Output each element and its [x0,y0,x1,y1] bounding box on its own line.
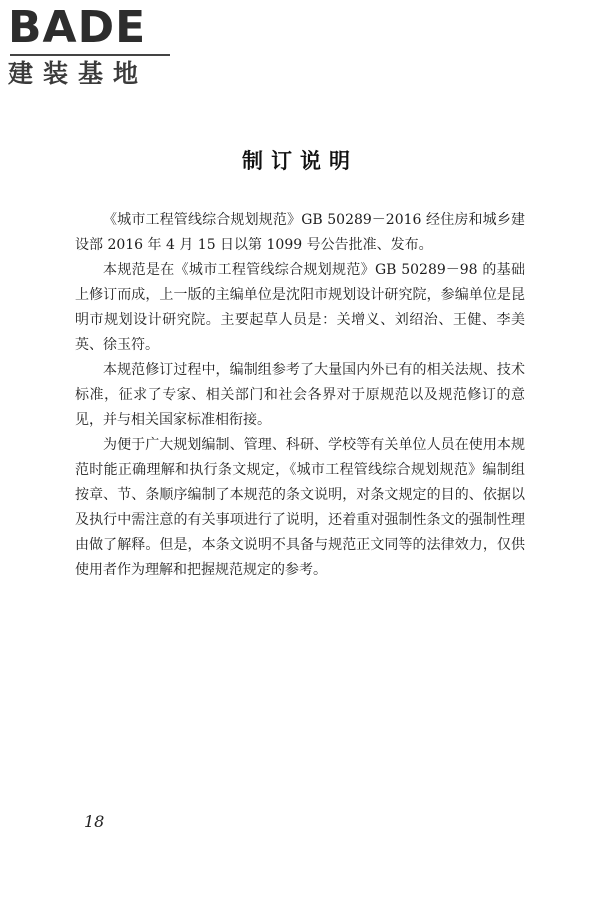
bade-logo [8,4,178,88]
logo-wordmark: BADE [8,2,147,53]
body-text [75,208,525,583]
paragraph-approval: 《城市工程管线综合规划规范》GB 50289－2016 经住房和城乡建设部 2016 年 4 月 15 日以第 1099 号公告批准、发布。 [75,212,525,253]
page-number: 18 [84,812,105,831]
paragraph-explanation-purpose: 为便于广大规划编制、管理、科研、学校等有关单位人员在使用本规范时能正确理解和执行条文规定，《城市工程管线综合规划规范》编制组按章、节、条顺序编制了本规范的条文说明，对条文规定的目的、依据以及执行中需注意的有关事项进行了说明，还着重对强制性条文的强制性理由做了解释。但是，本条文说明不具备与规范正文同等的法律效力，仅供使用者作为理解和把握规范规定的参考。 [75,437,525,578]
logo-divider [10,54,170,56]
page-title: 制订说明 [242,149,358,173]
logo-subtitle: 建装基地 [8,59,149,88]
paragraph-revision-history: 本规范是在《城市工程管线综合规划规范》GB 50289－98 的基础上修订而成，上一版的主编单位是沈阳市规划设计研究院，参编单位是昆明市规划设计研究院。主要起草人员是：关增义、刘绍治、王健、李美英、徐玉符。 [75,262,525,353]
paragraph-revision-process: 本规范修订过程中，编制组参考了大量国内外已有的相关法规、技术标准，征求了专家、相关部门和社会各界对于原规范以及规范修订的意见，并与相关国家标准相衔接。 [75,362,525,428]
